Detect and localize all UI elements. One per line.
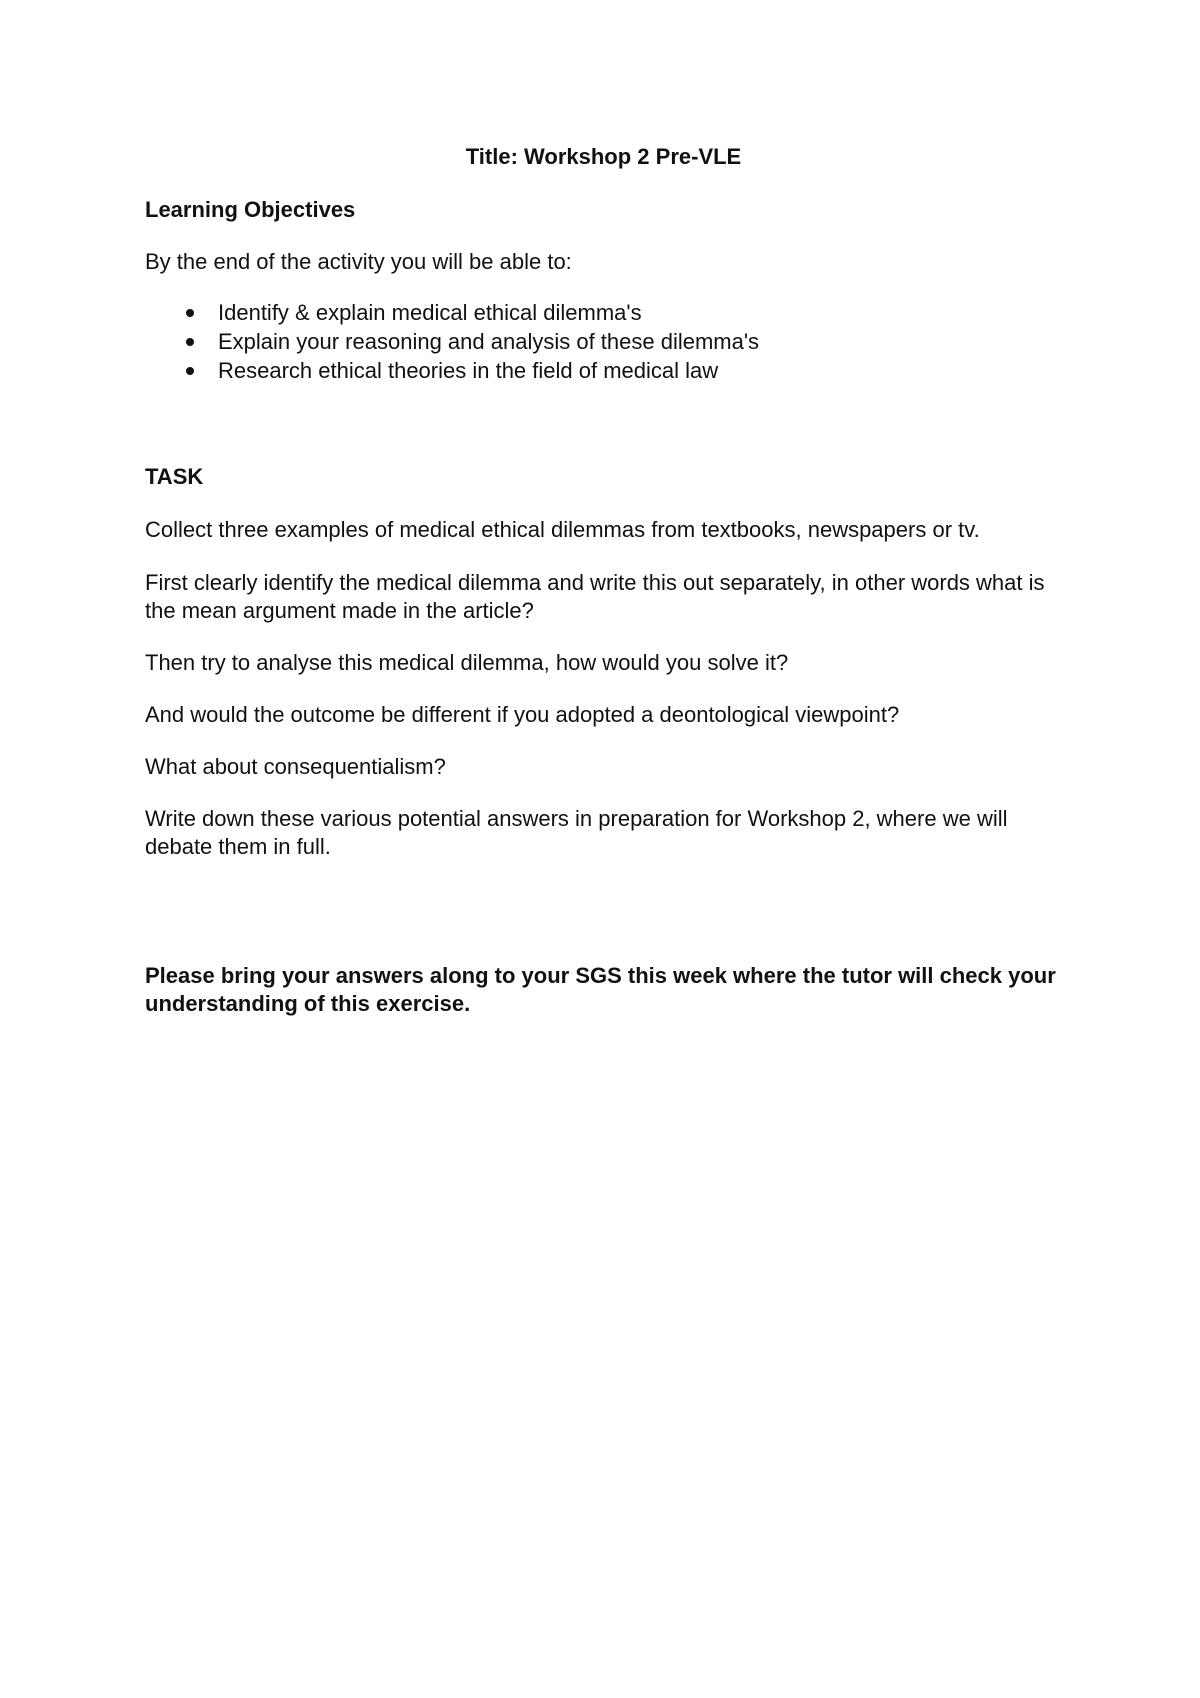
task-paragraph: Then try to analyse this medical dilemma, how would you solve it? [145, 650, 789, 675]
task-paragraph: And would the outcome be different if you adopted a deontological viewpoint? [145, 702, 900, 727]
objective-text: Research ethical theories in the field of medical law [218, 358, 719, 383]
bullet-icon [186, 338, 194, 346]
objective-text: Identify & explain medical ethical dilemma's [218, 300, 642, 325]
objectives-list [145, 299, 1062, 386]
closing-note: Please bring your answers along to your SGS this week where the tutor will check your understanding of this exercise. [145, 963, 1056, 1016]
task-paragraph: Write down these various potential answers in preparation for Workshop 2, where we will debate them in full. [145, 806, 1008, 859]
objectives-heading: Learning Objectives [145, 197, 356, 222]
task-paragraph: Collect three examples of medical ethical dilemmas from textbooks, newspapers or tv. [145, 517, 980, 542]
task-paragraph: What about consequentialism? [145, 754, 446, 779]
bullet-icon [186, 367, 194, 375]
objective-item [145, 328, 1062, 357]
document-title: Title: Workshop 2 Pre-VLE [465, 144, 742, 169]
document-body [145, 143, 1062, 1018]
task-heading: TASK [145, 464, 204, 489]
bullet-icon [186, 309, 194, 317]
objective-item [145, 299, 1062, 328]
objective-text: Explain your reasoning and analysis of these dilemma's [218, 329, 760, 354]
task-paragraph: First clearly identify the medical dilemma and write this out separately, in other words what is the mean argument made in the article? [145, 570, 1045, 623]
objective-item [145, 357, 1062, 386]
objectives-intro: By the end of the activity you will be able to: [145, 249, 572, 274]
